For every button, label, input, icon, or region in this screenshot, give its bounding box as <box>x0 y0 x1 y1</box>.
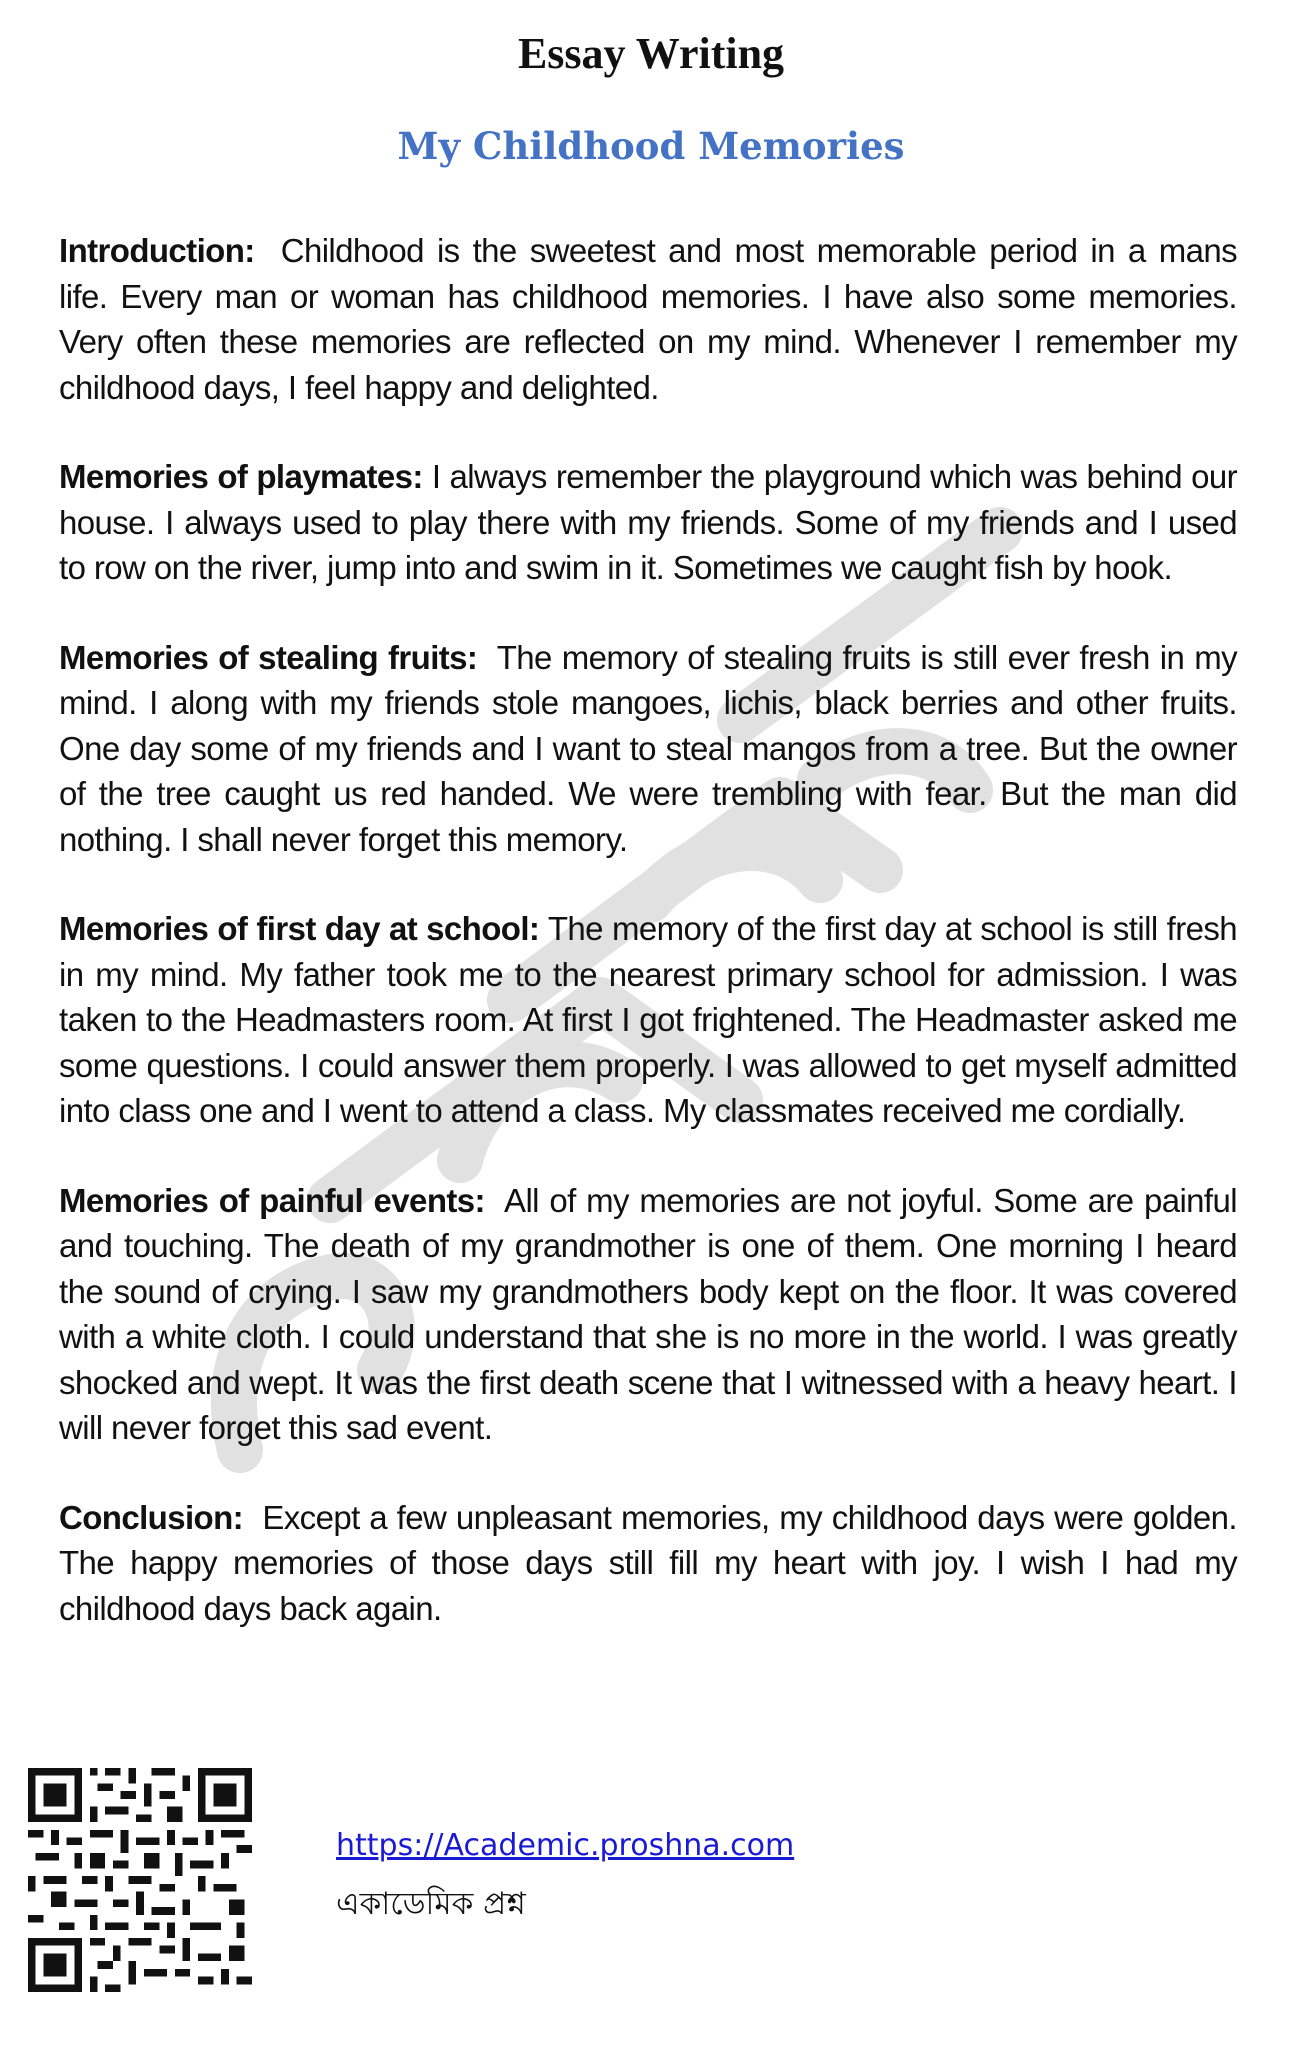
paragraph-heading: Memories of playmates: <box>59 458 423 495</box>
paragraph-stealing-fruits <box>59 635 1237 863</box>
brand-name: একাডেমিক প্রশ্ন <box>336 1886 526 1922</box>
qr-code[interactable] <box>28 1768 252 1992</box>
paragraph-first-day-school <box>59 906 1237 1134</box>
essay-title: My Childhood Memories <box>397 124 905 168</box>
paragraph-text: I always remember the playground which was behind our house. I always used to play there with my friends. Some of my friends and I used to row on the river, jump into and swim in it. Sometimes we caught fish by hook. <box>59 458 1237 586</box>
paragraph-heading: Memories of first day at school: <box>59 910 540 947</box>
page-title: Essay Writing <box>517 29 785 78</box>
paragraph-heading: Conclusion: <box>59 1498 244 1536</box>
paragraph-text: Except a few unpleasant memories, my childhood days were golden. The happy memories of those days still fill my heart with joy. I wish I had my childhood days back again. <box>59 1498 1237 1627</box>
paragraph-conclusion <box>59 1495 1237 1632</box>
paragraph-introduction <box>59 228 1237 410</box>
paragraph-text: Childhood is the sweetest and most memorable period in a mans life. Every man or woman has childhood memories. I have also some memories. Very often these memories are reflected on my mind. Whenever I remember my childhood days, I feel happy and delighted. <box>59 232 1238 406</box>
paragraph-text: All of my memories are not joyful. Some are painful and touching. The death of my grandmother is one of them. One morning I heard the sound of crying. I saw my grandmothers body kept on the floor. It was covered with a white cloth. I could understand that she is no more in the world. I was greatly shocked and wept. It was the first death scene that I witnessed with a heavy heart. I will never forget this sad event. <box>59 1181 1237 1446</box>
website-link[interactable]: https://Academic.proshna.com <box>336 1828 795 1863</box>
paragraph-text: The memory of stealing fruits is still ever fresh in my mind. I along with my friends stole mangoes, lichis, black berries and other fruits. One day some of my friends and I want to steal mangos from a tree. But the owner of the tree caught us red handed. We were trembling with fear. But the man did nothing. I shall never forget this memory. <box>59 638 1237 858</box>
paragraph-text: The memory of the first day at school is still fresh in my mind. My father took me to the nearest primary school for admission. I was taken to the Headmasters room. At first I got frightened. The Headmaster asked me some questions. I could answer them properly. I was allowed to get myself admitted into class one and I went to attend a class. My classmates received me cordially. <box>59 910 1238 1129</box>
essay-body <box>59 228 1237 1675</box>
paragraph-heading: Memories of painful events: <box>59 1181 485 1219</box>
paragraph-heading: Memories of stealing fruits: <box>59 638 478 676</box>
paragraph-playmates <box>59 454 1237 591</box>
paragraph-painful-events <box>59 1178 1237 1451</box>
paragraph-heading: Introduction: <box>59 232 255 269</box>
